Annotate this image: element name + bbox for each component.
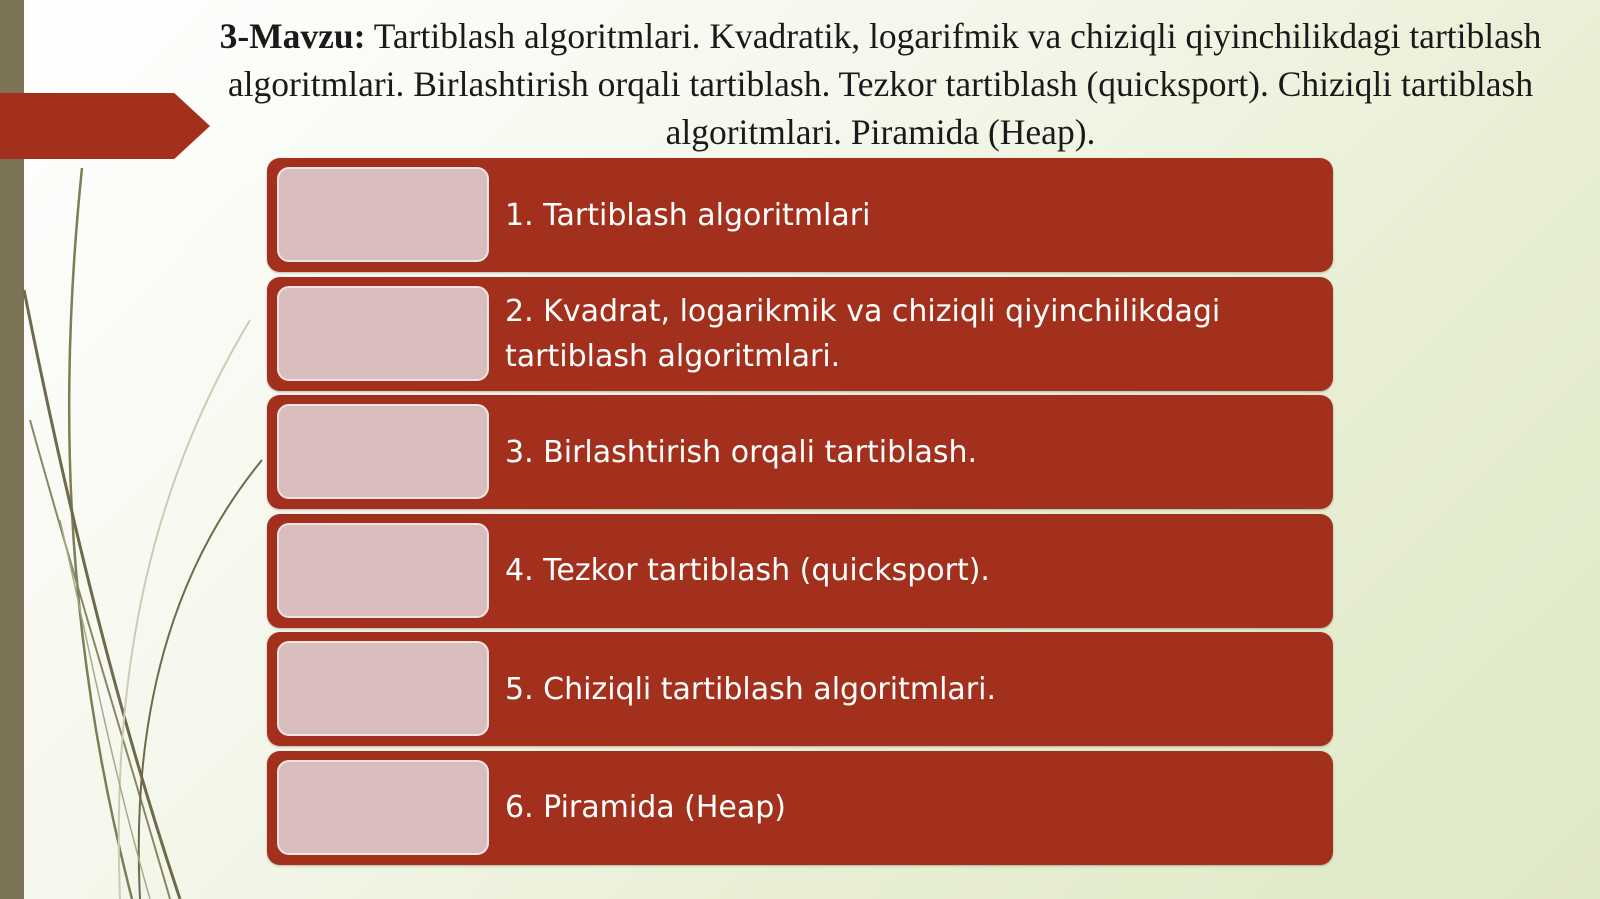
list-item xyxy=(267,514,1333,628)
list-item xyxy=(267,277,1333,391)
item-placeholder-box xyxy=(277,167,489,262)
list-item xyxy=(267,632,1333,746)
title-topic: 3-Mavzu: xyxy=(219,16,366,56)
item-placeholder-box xyxy=(277,404,489,499)
item-placeholder-box xyxy=(277,523,489,618)
item-label: 1. Tartiblash algoritmlari xyxy=(505,197,871,233)
item-label: 6. Piramida (Heap) xyxy=(505,790,787,826)
list-item xyxy=(267,751,1333,865)
item-placeholder-box xyxy=(277,286,489,381)
title-text: Tartiblash algoritmlari. Kvadratik, logarifmik va chiziqli qiyinchilikdagi tartiblash algoritmlari. Birlashtirish orqali tartiblash. Tezkor tartiblash (quicksport). Chiziqli tartiblash algoritmlari. Piramida (Heap). xyxy=(227,16,1542,152)
red-arrow-banner xyxy=(0,93,210,159)
item-label: 2. Kvadrat, logarikmik va chiziqli qiyinchilikdagi tartiblash algoritmlari. xyxy=(505,293,1221,374)
item-placeholder-box xyxy=(277,760,489,855)
item-label: 4. Tezkor tartiblash (quicksport). xyxy=(505,553,990,589)
list-item xyxy=(267,158,1333,272)
item-label: 5. Chiziqli tartiblash algoritmlari. xyxy=(505,671,997,707)
item-placeholder-box xyxy=(277,641,489,736)
list-item xyxy=(267,395,1333,509)
slide-title xyxy=(213,12,1548,156)
item-label: 3. Birlashtirish orqali tartiblash. xyxy=(505,434,978,470)
topic-list xyxy=(267,158,1333,870)
